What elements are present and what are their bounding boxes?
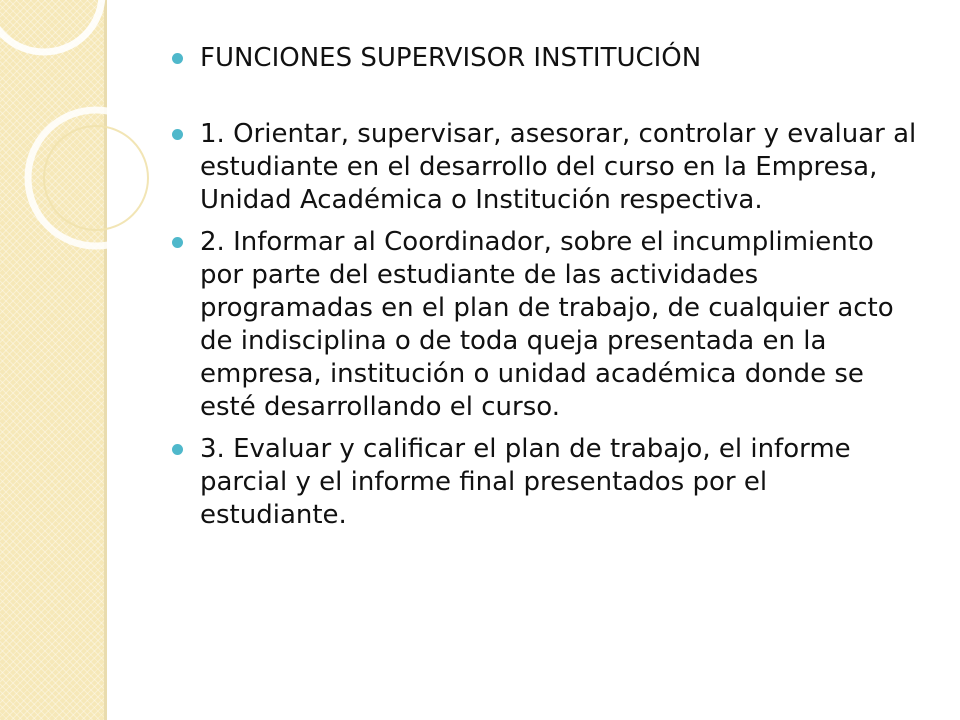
list-item bbox=[170, 226, 920, 424]
bullet-list bbox=[170, 42, 920, 541]
slide-title bbox=[170, 42, 920, 75]
list-item bbox=[170, 433, 920, 532]
ring-ornament-icon bbox=[0, 0, 160, 300]
slide-title-text: FUNCIONES SUPERVISOR INSTITUCIÓN bbox=[200, 43, 702, 73]
bullet-dot-icon bbox=[172, 129, 183, 140]
list-item-text: 3. Evaluar y calificar el plan de trabajo, el informe parcial y el informe final presentados por el estudiante. bbox=[200, 434, 851, 530]
list-item-text: 1. Orientar, supervisar, asesorar, controlar y evaluar al estudiante en el desarrollo del curso en la Empresa, Unidad Académica o Institución respectiva. bbox=[200, 119, 917, 215]
list-item-text: 2. Informar al Coordinador, sobre el incumplimiento por parte del estudiante de las actividades programadas en el plan de trabajo, de cualquier acto de indisciplina o de toda queja presentada en la empresa, institución o unidad académica donde se esté desarrollando el curso. bbox=[200, 227, 894, 422]
bullet-dot-icon bbox=[172, 444, 183, 455]
list-item bbox=[170, 118, 920, 217]
bullet-dot-icon bbox=[172, 237, 183, 248]
bullet-dot-icon bbox=[172, 53, 183, 64]
